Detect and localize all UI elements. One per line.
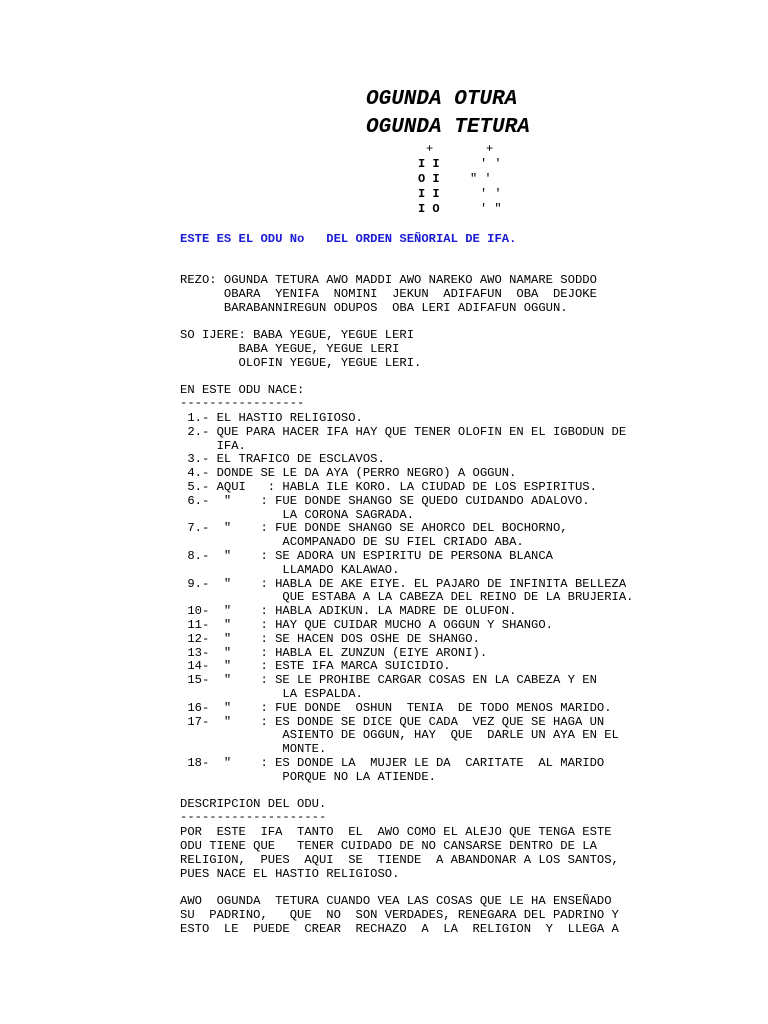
nace-item-line: 4.- DONDE SE LE DA AYA (PERRO NEGRO) A OGGUN. [180, 466, 517, 480]
nace-heading: EN ESTE ODU NACE: [180, 383, 305, 397]
odu-title-line2: OGUNDA TETURA [366, 116, 530, 139]
nace-item-line: 1.- EL HASTIO RELIGIOSO. [180, 411, 363, 425]
nace-item-line: 15- " : SE LE PROHIBE CARGAR COSAS EN LA CABEZA Y EN [180, 673, 597, 687]
nace-item-line: 14- " : ESTE IFA MARCA SUICIDIO. [180, 659, 451, 673]
signature-plus-left: + [426, 142, 434, 156]
nace-item-line: IFA. [180, 439, 246, 453]
nace-rule: ----------------- [180, 396, 305, 410]
nace-item-line: 5.- AQUI : HABLA ILE KORO. LA CIUDAD DE LOS ESPIRITUS. [180, 480, 597, 494]
nace-item-line: QUE ESTABA A LA CABEZA DEL REINO DE LA BRUJERIA. [180, 590, 634, 604]
nace-item-line: 3.- EL TRAFICO DE ESCLAVOS. [180, 452, 385, 466]
nace-item-line: 13- " : HABLA EL ZUNZUN (EIYE ARONI). [180, 646, 488, 660]
nace-item-line: 18- " : ES DONDE LA MUJER LE DA CARITATE AL MARIDO [180, 756, 605, 770]
nace-item-line: 6.- " : FUE DONDE SHANGO SE QUEDO CUIDANDO ADALOVO. [180, 494, 590, 508]
descripcion-rule: -------------------- [180, 810, 327, 824]
odu-title-line1: OGUNDA OTURA [366, 88, 518, 111]
so-ijere-line: SO IJERE: BABA YEGUE, YEGUE LERI [180, 328, 415, 342]
descripcion-line: PUES NACE EL HASTIO RELIGIOSO. [180, 867, 400, 881]
signature-row-right: ' " [480, 202, 502, 216]
descripcion-line: ESTO LE PUEDE CREAR RECHAZO A LA RELIGION Y LLEGA A [180, 922, 619, 936]
nace-item-line: 10- " : HABLA ADIKUN. LA MADRE DE OLUFON. [180, 604, 517, 618]
rezo-line: BARABANNIREGUN ODUPOS OBA LERI ADIFAFUN OGGUN. [180, 301, 568, 315]
nace-item-line: 17- " : ES DONDE SE DICE QUE CADA VEZ QUE SE HAGA UN [180, 715, 605, 729]
descripcion-line: RELIGION, PUES AQUI SE TIENDE A ABANDONAR A LOS SANTOS, [180, 853, 619, 867]
signature-row-right: ' ' [480, 157, 502, 171]
nace-item-line: 9.- " : HABLA DE AKE EIYE. EL PAJARO DE INFINITA BELLEZA [180, 577, 627, 591]
so-ijere-line: BABA YEGUE, YEGUE LERI [180, 342, 400, 356]
nace-item-line: ASIENTO DE OGGUN, HAY QUE DARLE UN AYA EN EL [180, 728, 619, 742]
signature-row-right: ' ' [480, 187, 502, 201]
signature-row-left: I O [418, 202, 440, 216]
descripcion-heading: DESCRIPCION DEL ODU. [180, 797, 327, 811]
nace-item-line: 7.- " : FUE DONDE SHANGO SE AHORCO DEL BOCHORNO, [180, 521, 568, 535]
descripcion-line: SU PADRINO, QUE NO SON VERDADES, RENEGARA DEL PADRINO Y [180, 908, 619, 922]
descripcion-line: POR ESTE IFA TANTO EL AWO COMO EL ALEJO QUE TENGA ESTE [180, 825, 612, 839]
nace-item-line: LA ESPALDA. [180, 687, 363, 701]
nace-item-line: 11- " : HAY QUE CUIDAR MUCHO A OGGUN Y SHANGO. [180, 618, 553, 632]
nace-item-line: 2.- QUE PARA HACER IFA HAY QUE TENER OLOFIN EN EL IGBODUN DE [180, 425, 627, 439]
rezo-line: REZO: OGUNDA TETURA AWO MADDI AWO NAREKO AWO NAMARE SODDO [180, 273, 597, 287]
descripcion-line: ODU TIENE QUE TENER CUIDADO DE NO CANSARSE DENTRO DE LA [180, 839, 597, 853]
odu-order-heading: ESTE ES EL ODU No DEL ORDEN SEÑORIAL DE IFA. [180, 232, 517, 246]
nace-item-line: ACOMPANADO DE SU FIEL CRIADO ABA. [180, 535, 524, 549]
rezo-line: OBARA YENIFA NOMINI JEKUN ADIFAFUN OBA DEJOKE [180, 287, 597, 301]
so-ijere-line: OLOFIN YEGUE, YEGUE LERI. [180, 356, 422, 370]
nace-item-line: MONTE. [180, 742, 327, 756]
signature-plus-right: + [486, 142, 494, 156]
nace-item-line: 16- " : FUE DONDE OSHUN TENIA DE TODO MENOS MARIDO. [180, 701, 612, 715]
signature-row-left: I I [418, 157, 440, 171]
signature-row-right: " ' [470, 172, 492, 186]
signature-row-left: I I [418, 187, 440, 201]
nace-item-line: 8.- " : SE ADORA UN ESPIRITU DE PERSONA BLANCA [180, 549, 553, 563]
nace-item-line: LLAMADO KALAWAO. [180, 563, 400, 577]
nace-item-line: 12- " : SE HACEN DOS OSHE DE SHANGO. [180, 632, 480, 646]
signature-row-left: O I [418, 172, 440, 186]
nace-item-line: PORQUE NO LA ATIENDE. [180, 770, 436, 784]
descripcion-line: AWO OGUNDA TETURA CUANDO VEA LAS COSAS QUE LE HA ENSEÑADO [180, 894, 612, 908]
nace-item-line: LA CORONA SAGRADA. [180, 508, 415, 522]
